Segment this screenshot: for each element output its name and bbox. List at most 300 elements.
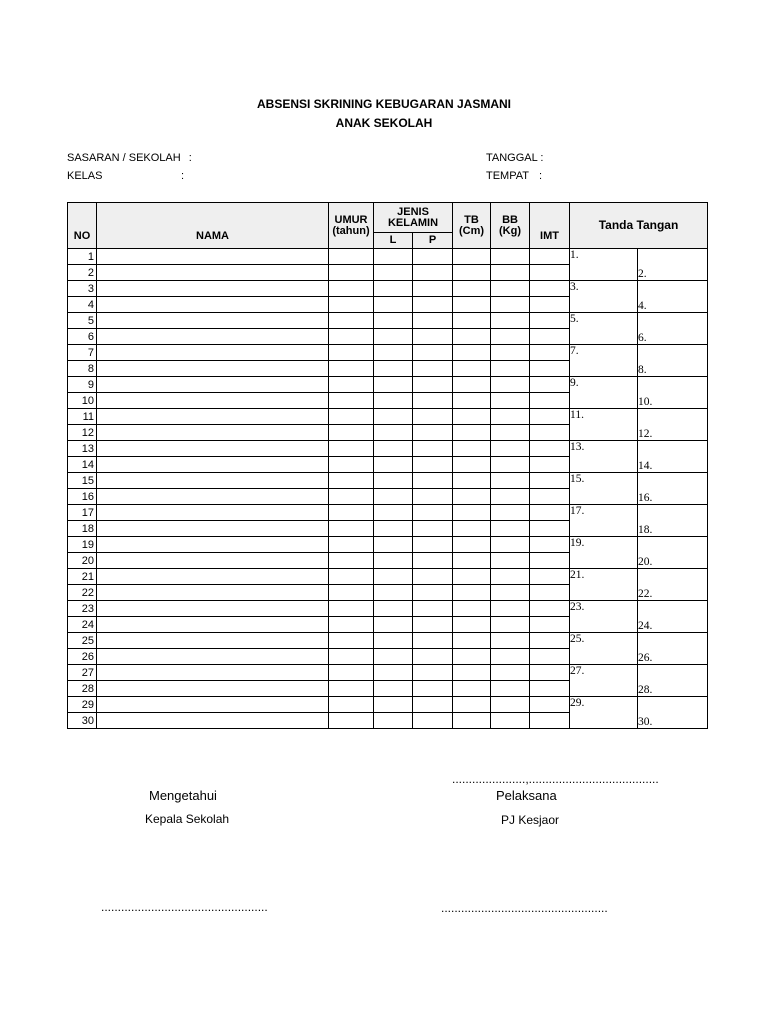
nama-cell[interactable] [97, 409, 329, 425]
l-cell[interactable] [374, 537, 413, 553]
nama-cell[interactable] [97, 521, 329, 537]
p-cell[interactable] [413, 409, 453, 425]
signature-cell-left[interactable]: 9. [570, 377, 638, 393]
tb-cell[interactable] [453, 521, 491, 537]
umur-cell[interactable] [329, 281, 374, 297]
table-row [68, 345, 708, 361]
nama-cell[interactable] [97, 553, 329, 569]
tb-cell[interactable] [453, 697, 491, 713]
imt-cell[interactable] [530, 521, 570, 537]
nama-cell[interactable] [97, 633, 329, 649]
nama-cell[interactable] [97, 361, 329, 377]
p-cell[interactable] [413, 601, 453, 617]
row-number: 10 [68, 393, 97, 409]
l-cell[interactable] [374, 713, 413, 729]
imt-cell[interactable] [530, 505, 570, 521]
p-cell[interactable] [413, 585, 453, 601]
imt-cell[interactable] [530, 297, 570, 313]
table-row [68, 313, 708, 329]
nama-cell[interactable] [97, 569, 329, 585]
umur-cell[interactable] [329, 329, 374, 345]
p-cell[interactable] [413, 569, 453, 585]
bb-cell[interactable] [491, 521, 530, 537]
signature-cell-right[interactable] [638, 569, 708, 585]
p-cell[interactable] [413, 697, 453, 713]
tb-cell[interactable] [453, 585, 491, 601]
bb-cell[interactable] [491, 681, 530, 697]
bb-cell[interactable] [491, 553, 530, 569]
imt-cell[interactable] [530, 681, 570, 697]
p-cell[interactable] [413, 329, 453, 345]
header-umur-line2: (tahun) [332, 224, 370, 237]
imt-cell[interactable] [530, 345, 570, 361]
bb-cell[interactable] [491, 537, 530, 553]
umur-cell[interactable] [329, 409, 374, 425]
place-date-line: ......................,....................................... [452, 772, 659, 786]
umur-cell[interactable] [329, 265, 374, 281]
umur-cell[interactable] [329, 377, 374, 393]
nama-cell[interactable] [97, 681, 329, 697]
umur-cell[interactable] [329, 553, 374, 569]
bb-cell[interactable] [491, 617, 530, 633]
signature-cell-left[interactable]: 11. [570, 409, 638, 425]
header-no: NO [68, 203, 97, 249]
bb-cell[interactable] [491, 569, 530, 585]
signature-cell-left[interactable] [570, 361, 638, 377]
umur-cell[interactable] [329, 505, 374, 521]
umur-cell[interactable] [329, 537, 374, 553]
l-cell[interactable] [374, 601, 413, 617]
signature-cell-right[interactable] [638, 249, 708, 265]
bb-cell[interactable] [491, 281, 530, 297]
p-cell[interactable] [413, 505, 453, 521]
l-cell[interactable] [374, 489, 413, 505]
header-tb-line1: TB [464, 213, 479, 226]
table-body [68, 249, 708, 729]
p-cell[interactable] [413, 345, 453, 361]
l-cell[interactable] [374, 473, 413, 489]
signature-cell-left[interactable] [570, 649, 638, 665]
bb-cell[interactable] [491, 585, 530, 601]
signature-cell-right[interactable]: 8. [638, 361, 708, 377]
bb-cell[interactable] [491, 601, 530, 617]
p-cell[interactable] [413, 361, 453, 377]
nama-cell[interactable] [97, 537, 329, 553]
l-cell[interactable] [374, 249, 413, 265]
header-jenis-line1: JENIS [397, 205, 429, 218]
umur-cell[interactable] [329, 473, 374, 489]
tb-cell[interactable] [453, 249, 491, 265]
imt-cell[interactable] [530, 489, 570, 505]
signature-cell-left[interactable] [570, 553, 638, 569]
imt-cell[interactable] [530, 425, 570, 441]
signature-cell-left[interactable]: 23. [570, 601, 638, 617]
p-cell[interactable] [413, 441, 453, 457]
nama-cell[interactable] [97, 393, 329, 409]
p-cell[interactable] [413, 665, 453, 681]
signature-cell-right[interactable] [638, 345, 708, 361]
signature-cell-right[interactable]: 12. [638, 425, 708, 441]
signature-cell-left[interactable]: 3. [570, 281, 638, 297]
table-row [68, 473, 708, 489]
p-cell[interactable] [413, 393, 453, 409]
bb-cell[interactable] [491, 393, 530, 409]
l-cell[interactable] [374, 313, 413, 329]
bb-cell[interactable] [491, 425, 530, 441]
header-bb-line2: (Kg) [499, 224, 522, 237]
row-number: 4 [68, 297, 97, 313]
signature-cell-right[interactable]: 4. [638, 297, 708, 313]
signature-cell-right[interactable] [638, 665, 708, 681]
signature-cell-right[interactable]: 10. [638, 393, 708, 409]
l-cell[interactable] [374, 585, 413, 601]
imt-cell[interactable] [530, 281, 570, 297]
signature-cell-right[interactable]: 28. [638, 681, 708, 697]
p-cell[interactable] [413, 425, 453, 441]
bb-cell[interactable] [491, 377, 530, 393]
imt-cell[interactable] [530, 409, 570, 425]
p-cell[interactable] [413, 457, 453, 473]
l-cell[interactable] [374, 521, 413, 537]
tb-cell[interactable] [453, 633, 491, 649]
p-cell[interactable] [413, 489, 453, 505]
bb-cell[interactable] [491, 345, 530, 361]
nama-cell[interactable] [97, 345, 329, 361]
nama-cell[interactable] [97, 505, 329, 521]
imt-cell[interactable] [530, 553, 570, 569]
tb-cell[interactable] [453, 505, 491, 521]
nama-cell[interactable] [97, 649, 329, 665]
umur-cell[interactable] [329, 633, 374, 649]
tb-cell[interactable] [453, 473, 491, 489]
p-cell[interactable] [413, 281, 453, 297]
signature-cell-left[interactable] [570, 489, 638, 505]
nama-cell[interactable] [97, 713, 329, 729]
l-cell[interactable] [374, 697, 413, 713]
imt-cell[interactable] [530, 665, 570, 681]
imt-cell[interactable] [530, 617, 570, 633]
tb-cell[interactable] [453, 329, 491, 345]
p-cell[interactable] [413, 249, 453, 265]
tb-cell[interactable] [453, 441, 491, 457]
signature-cell-right[interactable] [638, 281, 708, 297]
row-number: 27 [68, 665, 97, 681]
signature-cell-left[interactable]: 5. [570, 313, 638, 329]
umur-cell[interactable] [329, 569, 374, 585]
kelas-label: KELAS [67, 170, 103, 182]
p-cell[interactable] [413, 617, 453, 633]
table-row [68, 361, 708, 377]
signature-cell-left[interactable] [570, 425, 638, 441]
p-cell[interactable] [413, 633, 453, 649]
l-cell[interactable] [374, 329, 413, 345]
nama-cell[interactable] [97, 585, 329, 601]
tb-cell[interactable] [453, 681, 491, 697]
table-row [68, 585, 708, 601]
nama-cell[interactable] [97, 601, 329, 617]
signature-cell-right[interactable] [638, 537, 708, 553]
umur-cell[interactable] [329, 665, 374, 681]
signature-cell-right[interactable] [638, 601, 708, 617]
umur-cell[interactable] [329, 521, 374, 537]
tb-cell[interactable] [453, 297, 491, 313]
signature-cell-right[interactable]: 18. [638, 521, 708, 537]
l-cell[interactable] [374, 425, 413, 441]
tb-cell[interactable] [453, 489, 491, 505]
umur-cell[interactable] [329, 313, 374, 329]
umur-cell[interactable] [329, 393, 374, 409]
signature-cell-left[interactable] [570, 617, 638, 633]
umur-cell[interactable] [329, 297, 374, 313]
tb-cell[interactable] [453, 425, 491, 441]
row-number: 20 [68, 553, 97, 569]
nama-cell[interactable] [97, 281, 329, 297]
tb-cell[interactable] [453, 537, 491, 553]
imt-cell[interactable] [530, 441, 570, 457]
l-cell[interactable] [374, 281, 413, 297]
umur-cell[interactable] [329, 457, 374, 473]
signature-cell-left[interactable]: 25. [570, 633, 638, 649]
bb-cell[interactable] [491, 489, 530, 505]
nama-cell[interactable] [97, 457, 329, 473]
tb-cell[interactable] [453, 665, 491, 681]
tb-cell[interactable] [453, 457, 491, 473]
table-row [68, 537, 708, 553]
signature-cell-left[interactable]: 13. [570, 441, 638, 457]
tb-cell[interactable] [453, 393, 491, 409]
signature-cell-right[interactable] [638, 377, 708, 393]
l-cell[interactable] [374, 409, 413, 425]
l-cell[interactable] [374, 361, 413, 377]
signature-cell-right[interactable]: 6. [638, 329, 708, 345]
nama-cell[interactable] [97, 249, 329, 265]
p-cell[interactable] [413, 377, 453, 393]
nama-cell[interactable] [97, 697, 329, 713]
signature-cell-right[interactable]: 2. [638, 265, 708, 281]
umur-cell[interactable] [329, 617, 374, 633]
row-number: 12 [68, 425, 97, 441]
tb-cell[interactable] [453, 649, 491, 665]
p-cell[interactable] [413, 297, 453, 313]
table-row [68, 393, 708, 409]
bb-cell[interactable] [491, 265, 530, 281]
nama-cell[interactable] [97, 665, 329, 681]
tb-cell[interactable] [453, 313, 491, 329]
signature-cell-right[interactable]: 30. [638, 713, 708, 729]
row-number: 6 [68, 329, 97, 345]
umur-cell[interactable] [329, 489, 374, 505]
tb-cell[interactable] [453, 569, 491, 585]
l-cell[interactable] [374, 617, 413, 633]
bb-cell[interactable] [491, 649, 530, 665]
row-number: 14 [68, 457, 97, 473]
umur-cell[interactable] [329, 345, 374, 361]
row-number: 22 [68, 585, 97, 601]
signature-cell-right[interactable] [638, 505, 708, 521]
imt-cell[interactable] [530, 697, 570, 713]
bb-cell[interactable] [491, 441, 530, 457]
signature-cell-left[interactable] [570, 297, 638, 313]
signature-cell-right[interactable] [638, 633, 708, 649]
nama-cell[interactable] [97, 265, 329, 281]
signature-cell-left[interactable]: 15. [570, 473, 638, 489]
l-cell[interactable] [374, 297, 413, 313]
signature-cell-left[interactable] [570, 521, 638, 537]
imt-cell[interactable] [530, 377, 570, 393]
nama-cell[interactable] [97, 441, 329, 457]
p-cell[interactable] [413, 553, 453, 569]
imt-cell[interactable] [530, 457, 570, 473]
l-cell[interactable] [374, 505, 413, 521]
umur-cell[interactable] [329, 361, 374, 377]
signature-cell-right[interactable] [638, 409, 708, 425]
l-cell[interactable] [374, 345, 413, 361]
imt-cell[interactable] [530, 329, 570, 345]
signature-cell-left[interactable] [570, 585, 638, 601]
nama-cell[interactable] [97, 297, 329, 313]
imt-cell[interactable] [530, 633, 570, 649]
bb-cell[interactable] [491, 297, 530, 313]
bb-cell[interactable] [491, 361, 530, 377]
imt-cell[interactable] [530, 601, 570, 617]
imt-cell[interactable] [530, 537, 570, 553]
signature-cell-right[interactable] [638, 313, 708, 329]
l-cell[interactable] [374, 665, 413, 681]
bb-cell[interactable] [491, 329, 530, 345]
signature-cell-left[interactable] [570, 457, 638, 473]
l-cell[interactable] [374, 649, 413, 665]
bb-cell[interactable] [491, 409, 530, 425]
nama-cell[interactable] [97, 377, 329, 393]
signature-cell-right[interactable] [638, 697, 708, 713]
imt-cell[interactable] [530, 713, 570, 729]
signature-cell-right[interactable]: 22. [638, 585, 708, 601]
umur-cell[interactable] [329, 713, 374, 729]
umur-cell[interactable] [329, 601, 374, 617]
nama-cell[interactable] [97, 617, 329, 633]
tb-cell[interactable] [453, 553, 491, 569]
nama-cell[interactable] [97, 313, 329, 329]
signature-cell-right[interactable]: 14. [638, 457, 708, 473]
bb-cell[interactable] [491, 457, 530, 473]
umur-cell[interactable] [329, 249, 374, 265]
table-row [68, 569, 708, 585]
signature-cell-right[interactable]: 26. [638, 649, 708, 665]
nama-cell[interactable] [97, 489, 329, 505]
signature-cell-left[interactable] [570, 329, 638, 345]
signature-cell-left[interactable]: 27. [570, 665, 638, 681]
p-cell[interactable] [413, 473, 453, 489]
tb-cell[interactable] [453, 281, 491, 297]
table-row [68, 649, 708, 665]
nama-cell[interactable] [97, 425, 329, 441]
table-row [68, 249, 708, 265]
tb-cell[interactable] [453, 345, 491, 361]
signature-cell-left[interactable] [570, 681, 638, 697]
signature-cell-left[interactable]: 7. [570, 345, 638, 361]
p-cell[interactable] [413, 681, 453, 697]
l-cell[interactable] [374, 393, 413, 409]
imt-cell[interactable] [530, 393, 570, 409]
umur-cell[interactable] [329, 649, 374, 665]
signature-cell-right[interactable] [638, 473, 708, 489]
signature-cell-right[interactable]: 24. [638, 617, 708, 633]
umur-cell[interactable] [329, 697, 374, 713]
bb-cell[interactable] [491, 633, 530, 649]
signature-cell-left[interactable]: 29. [570, 697, 638, 713]
signature-cell-left[interactable]: 17. [570, 505, 638, 521]
l-cell[interactable] [374, 569, 413, 585]
signature-cell-right[interactable]: 20. [638, 553, 708, 569]
nama-cell[interactable] [97, 329, 329, 345]
l-cell[interactable] [374, 457, 413, 473]
signature-cell-left[interactable]: 19. [570, 537, 638, 553]
table-row [68, 297, 708, 313]
tb-cell[interactable] [453, 713, 491, 729]
imt-cell[interactable] [530, 585, 570, 601]
p-cell[interactable] [413, 649, 453, 665]
p-cell[interactable] [413, 313, 453, 329]
bb-cell[interactable] [491, 713, 530, 729]
umur-cell[interactable] [329, 585, 374, 601]
l-cell[interactable] [374, 633, 413, 649]
bb-cell[interactable] [491, 505, 530, 521]
tb-cell[interactable] [453, 265, 491, 281]
signature-cell-right[interactable] [638, 441, 708, 457]
bb-cell[interactable] [491, 697, 530, 713]
signature-cell-left[interactable]: 21. [570, 569, 638, 585]
p-cell[interactable] [413, 521, 453, 537]
table-row [68, 713, 708, 729]
signature-cell-right[interactable]: 16. [638, 489, 708, 505]
imt-cell[interactable] [530, 473, 570, 489]
bb-cell[interactable] [491, 665, 530, 681]
tb-cell[interactable] [453, 617, 491, 633]
bb-cell[interactable] [491, 473, 530, 489]
signature-cell-left[interactable]: 1. [570, 249, 638, 265]
signature-cell-left[interactable] [570, 713, 638, 729]
l-cell[interactable] [374, 377, 413, 393]
l-cell[interactable] [374, 441, 413, 457]
tb-cell[interactable] [453, 409, 491, 425]
tb-cell[interactable] [453, 361, 491, 377]
p-cell[interactable] [413, 537, 453, 553]
imt-cell[interactable] [530, 265, 570, 281]
umur-cell[interactable] [329, 425, 374, 441]
p-cell[interactable] [413, 713, 453, 729]
nama-cell[interactable] [97, 473, 329, 489]
imt-cell[interactable] [530, 569, 570, 585]
bb-cell[interactable] [491, 313, 530, 329]
p-cell[interactable] [413, 265, 453, 281]
imt-cell[interactable] [530, 313, 570, 329]
tb-cell[interactable] [453, 601, 491, 617]
l-cell[interactable] [374, 681, 413, 697]
header-umur [329, 203, 374, 249]
signature-cell-left[interactable] [570, 393, 638, 409]
l-cell[interactable] [374, 553, 413, 569]
sasaran-label: SASARAN / SEKOLAH [67, 152, 181, 164]
imt-cell[interactable] [530, 249, 570, 265]
bb-cell[interactable] [491, 249, 530, 265]
umur-cell[interactable] [329, 681, 374, 697]
umur-cell[interactable] [329, 441, 374, 457]
imt-cell[interactable] [530, 361, 570, 377]
imt-cell[interactable] [530, 649, 570, 665]
l-cell[interactable] [374, 265, 413, 281]
signature-cell-left[interactable] [570, 265, 638, 281]
tb-cell[interactable] [453, 377, 491, 393]
